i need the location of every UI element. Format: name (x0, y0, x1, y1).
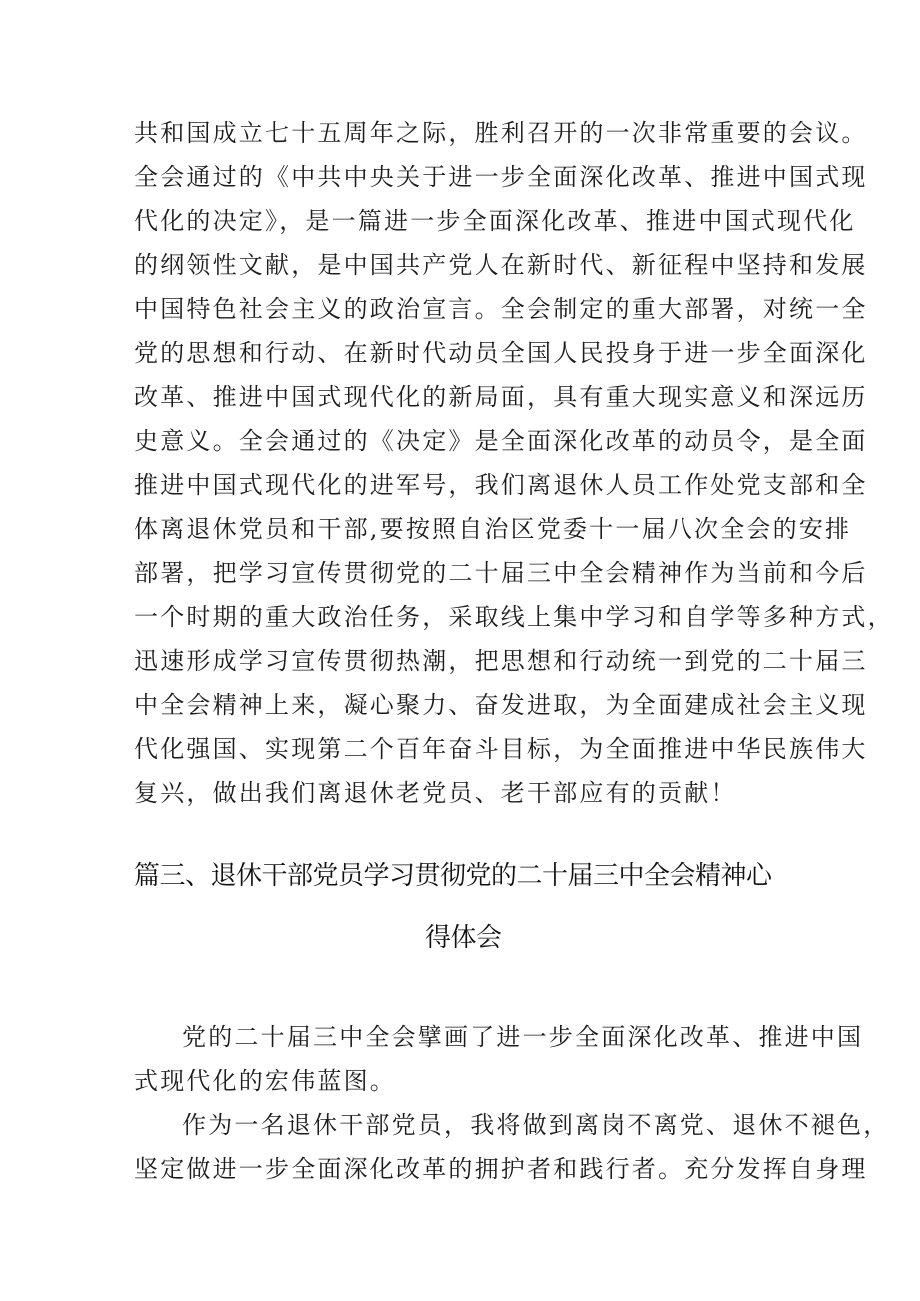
body-text-line: 党的思想和行动、在新时代动员全国人民投身于进一步全面深化 (134, 339, 868, 367)
body-text-line: 改革、推进中国式现代化的新局面，具有重大现实意义和深远历 (134, 383, 868, 411)
body-text-line: 部署，把学习宣传贯彻党的二十届三中全会精神作为当前和今后 (134, 559, 868, 587)
body-text-line: 一个时期的重大政治任务，采取线上集中学习和自学等多种方式， (134, 603, 894, 631)
body-text-line: 迅速形成学习宣传贯彻热潮，把思想和行动统一到党的二十届三 (134, 647, 868, 675)
body-text-line: 史意义。全会通过的《决定》是全面深化改革的动员令，是全面 (134, 427, 868, 455)
body-text-line: 的纲领性文献，是中国共产党人在新时代、新征程中坚持和发展 (134, 251, 868, 279)
body-text-line: 代化强国、实现第二个百年奋斗目标，为全面推进中华民族伟大 (134, 735, 868, 763)
body-text-line: 体离退休党员和干部,要按照自治区党委十一届八次全会的安排 (134, 515, 852, 543)
body-text-line: 代化的决定》，是一篇进一步全面深化改革、推进中国式现代化 (134, 207, 856, 235)
body-text-line: 中全会精神上来，凝心聚力、奋发进取，为全面建成社会主义现 (134, 691, 868, 719)
body-text-line: 党的二十届三中全会擘画了进一步全面深化改革、推进中国 (182, 1023, 864, 1051)
body-text-line: 式现代化的宏伟蓝图。 (134, 1067, 396, 1095)
body-text-line: 共和国成立七十五周年之际，胜利召开的一次非常重要的会议。 (134, 119, 868, 147)
body-text-line: 中国特色社会主义的政治宣言。全会制定的重大部署，对统一全 (134, 295, 868, 323)
section-title: 篇三、退休干部党员学习贯彻党的二十届三中全会精神心 (134, 861, 772, 891)
body-text-line: 作为一名退休干部党员，我将做到离岗不离党、退休不褪色， (182, 1111, 890, 1139)
body-text-line: 坚定做进一步全面深化改革的拥护者和践行者。充分发挥自身理 (134, 1155, 868, 1183)
section-title-continuation: 得体会 (425, 923, 502, 953)
body-text-line: 推进中国式现代化的进军号，我们离退休人员工作处党支部和全 (134, 471, 868, 499)
body-text-line: 复兴，做出我们离退休老党员、老干部应有的贡献！ (134, 779, 737, 807)
body-text-line: 全会通过的《中共中央关于进一步全面深化改革、推进中国式现 (134, 163, 868, 191)
